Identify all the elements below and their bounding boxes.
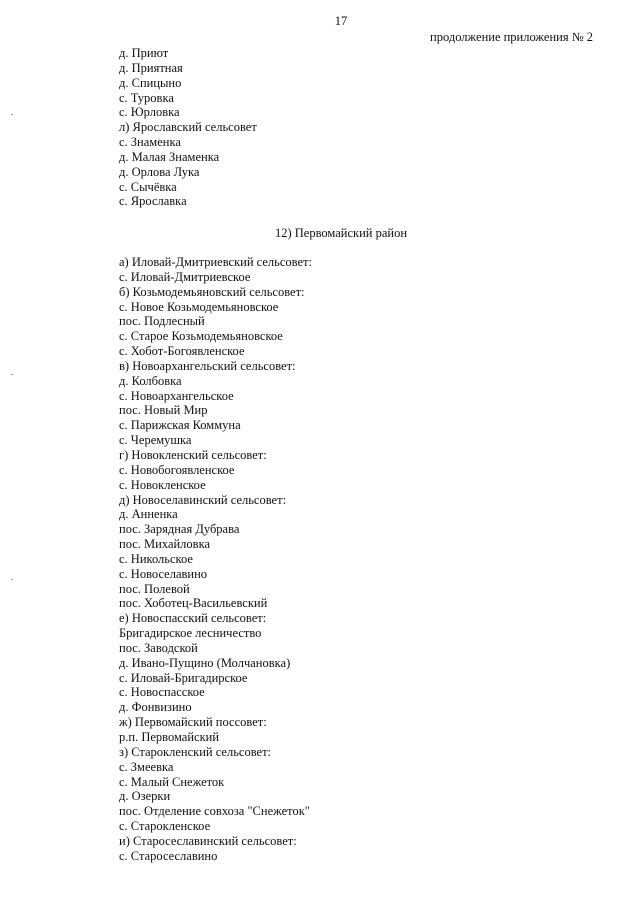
list-item: д) Новоселавинский сельсовет: bbox=[119, 492, 287, 507]
list-item: а) Иловай-Дмитриевский сельсовет: bbox=[119, 255, 312, 269]
list-item: с. Хобот-Богоявленское bbox=[119, 344, 245, 359]
list-item: с. Знаменка bbox=[119, 135, 181, 150]
list-item: с. Новоселавино bbox=[119, 566, 208, 581]
list-item: пос. Зарядная Дубрава bbox=[119, 522, 240, 537]
section-heading-district: 12) Первомайский район bbox=[274, 226, 408, 240]
list-item: пос. Заводской bbox=[119, 640, 198, 655]
list-item: с. Новоспасское bbox=[119, 685, 205, 700]
scan-margin-mark bbox=[11, 579, 13, 580]
list-item: пос. Полевой bbox=[119, 581, 190, 596]
list-item: д. Озерки bbox=[119, 789, 171, 804]
list-item: л) Ярославский сельсовет bbox=[119, 120, 257, 135]
list-item: с. Старое Козьмодемьяновское bbox=[119, 329, 283, 344]
list-item: с. Черемушка bbox=[119, 433, 192, 448]
list-item: в) Новоархангельский сельсовет: bbox=[119, 358, 296, 373]
list-item: д. Фонвизино bbox=[119, 700, 192, 715]
list-item: д. Орлова Лука bbox=[119, 164, 200, 179]
list-item: д. Колбовка bbox=[119, 373, 182, 388]
list-item: с. Ярославка bbox=[119, 194, 187, 209]
list-item: д. Ивано-Пущино (Молчановка) bbox=[119, 655, 291, 670]
page-number: 17 bbox=[334, 14, 348, 28]
list-item: д. Малая Знаменка bbox=[119, 149, 220, 164]
list-item: д. Спицыно bbox=[119, 75, 182, 90]
list-item: пос. Подлесный bbox=[119, 314, 205, 329]
list-item: с. Туровка bbox=[119, 90, 174, 105]
list-item: с. Старокленское bbox=[119, 819, 211, 834]
list-item: г) Новокленский сельсовет: bbox=[119, 447, 267, 462]
list-item: с. Старосеславино bbox=[119, 848, 218, 863]
list-item: пос. Михайловка bbox=[119, 537, 210, 552]
appendix-continuation-note: продолжение приложения № 2 bbox=[430, 30, 593, 44]
scan-margin-mark bbox=[11, 374, 13, 375]
list-item: з) Старокленский сельсовет: bbox=[119, 744, 272, 759]
scan-margin-mark bbox=[11, 114, 13, 115]
list-item: пос. Отделение совхоза "Снежеток" bbox=[119, 804, 310, 819]
list-item: с. Новое Козьмодемьяновское bbox=[119, 299, 279, 314]
list-item: с. Иловай-Дмитриевское bbox=[119, 269, 251, 284]
list-item: с. Никольское bbox=[119, 551, 193, 566]
list-item: с. Малый Снежеток bbox=[119, 774, 225, 789]
list-item: пос. Новый Мир bbox=[119, 403, 208, 418]
list-item: р.п. Первомайский bbox=[119, 730, 220, 744]
list-item: с. Парижская Коммуна bbox=[119, 418, 241, 433]
list-item: Бригадирское лесничество bbox=[119, 626, 262, 641]
settlement-list-pervomaisky bbox=[119, 255, 312, 864]
list-item: и) Старосеславинский сельсовет: bbox=[119, 833, 297, 848]
list-item: с. Сычёвка bbox=[119, 179, 177, 194]
list-item: с. Новобогоявленское bbox=[119, 462, 235, 477]
list-item: д. Приятная bbox=[119, 60, 183, 75]
list-item: с. Змеевка bbox=[119, 759, 174, 774]
list-item: ж) Первомайский поссовет: bbox=[119, 715, 267, 730]
settlement-list-continuation bbox=[119, 46, 257, 209]
list-item: д. Анненка bbox=[119, 507, 178, 522]
list-item: с. Юрловка bbox=[119, 105, 180, 120]
list-item: б) Козьмодемьяновский сельсовет: bbox=[119, 284, 305, 299]
list-item: е) Новоспасский сельсовет: bbox=[119, 611, 267, 626]
list-item: с. Новокленское bbox=[119, 477, 206, 492]
list-item: д. Приют bbox=[119, 46, 169, 60]
list-item: пос. Хоботец-Васильевский bbox=[119, 596, 268, 611]
list-item: с. Иловай-Бригадирское bbox=[119, 670, 248, 685]
list-item: с. Новоархангельское bbox=[119, 388, 234, 403]
